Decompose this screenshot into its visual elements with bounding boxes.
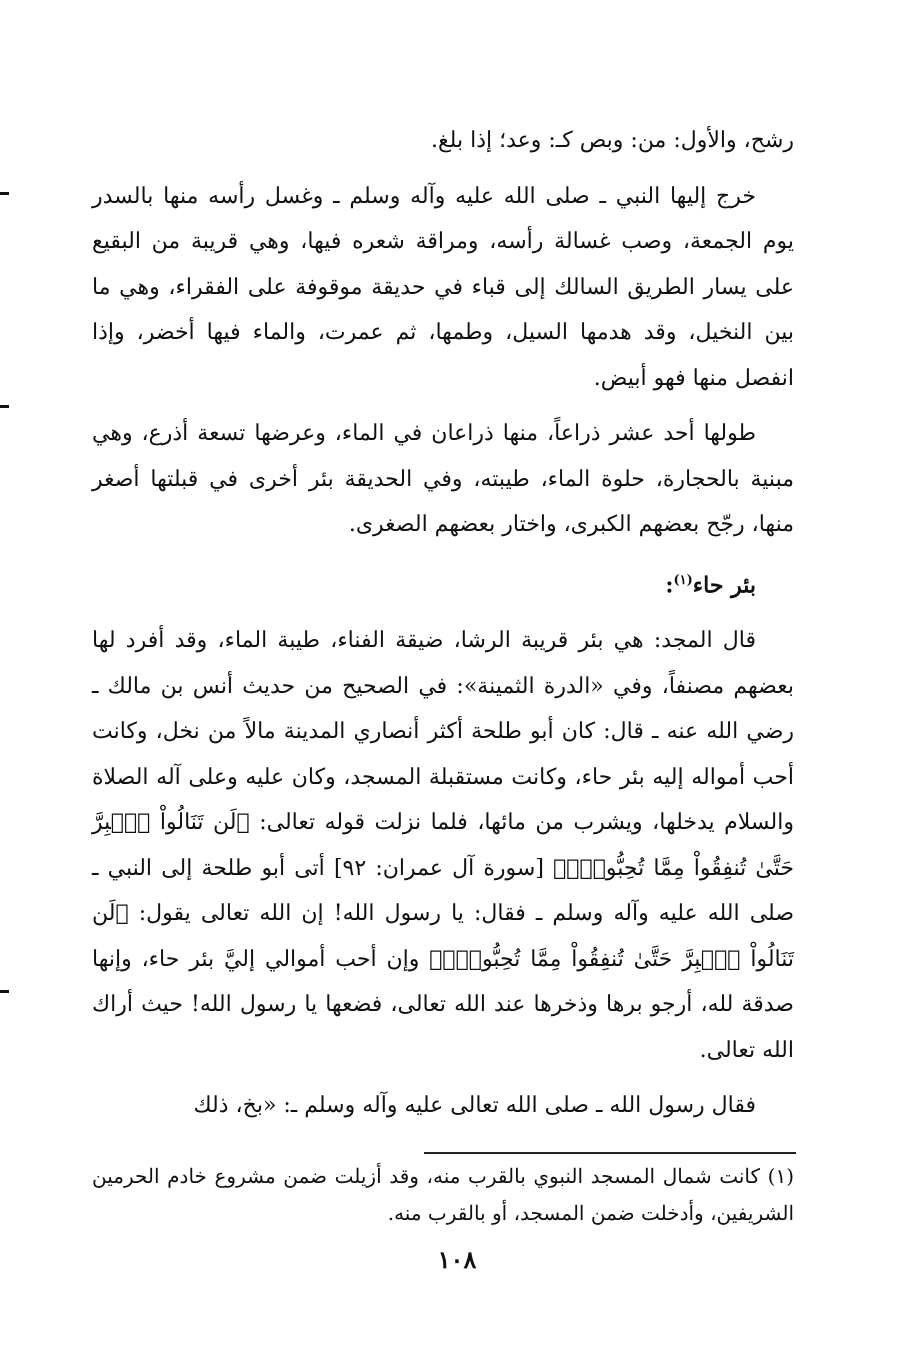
heading-colon: : <box>665 571 674 598</box>
page-number: ١٠٨ <box>437 1245 477 1274</box>
heading-text: بئر حاء <box>692 571 756 598</box>
paragraph-4: قال المجد: هي بئر قريبة الرشا، ضيقة الفناء، طيبة الماء، وقد أفرد لها بعضهم مصنفاً، وفي «الدرة الثمينة»: في الصحيح من حديث أنس بن مالك ـ رضي الله عنه ـ قال: كان أبو طلحة أكثر أنصاري المدينة مالاً من نخل، وكانت أحب أمواله إليه بئر حاء، وكانت مستقبلة المسجد، وكان عليه وعلى آله الصلاة والسلام يدخلها، ويشرب من مائها، فلما نزلت قوله تعالى: ﴿لَن تَنَالُواْ ٱلۡبِرَّ حَتَّىٰ تُنفِقُواْ مِمَّا تُحِبُّونَۚ﴾ [سورة آل عمران: ٩٢] أتى أبو طلحة إلى النبي ـ صلى الله عليه وآله وسلم ـ فقال: يا رسول الله! إن الله تعالى يقول: ﴿لَن تَنَالُواْ ٱلۡبِرَّ حَتَّىٰ تُنفِقُواْ مِمَّا تُحِبُّونَۚ﴾ وإن أحب أموالي إليَّ بئر حاء، وإنها صدقة لله، أرجو برها وذخرها عند الله تعالى، فضعها يا رسول الله! حيث أراك الله تعالى. <box>92 628 794 1063</box>
paragraph-1: رشح، والأول: من: وبص كـ: وعد؛ إذا بلغ. <box>430 128 794 153</box>
footnote-reference[interactable]: (١) <box>673 572 693 588</box>
margin-tick-mark <box>0 192 9 195</box>
footnote: (١) كانت شمال المسجد النبوي بالقرب منه، وقد أزيلت ضمن مشروع خادم الحرمين الشريفين، وأدخلت ضمن المسجد، أو بالقرب منه. <box>92 1164 794 1225</box>
section-heading <box>92 558 794 609</box>
footnote-divider <box>424 1152 796 1154</box>
paragraph-5: فقال رسول الله ـ صلى الله تعالى عليه وآله وسلم ـ: «بخ، ذلك <box>193 1093 756 1119</box>
page-body <box>92 118 794 1139</box>
margin-tick-mark <box>0 990 9 993</box>
paragraph-2: خرج إليها النبي ـ صلى الله عليه وآله وسلم ـ وغسل رأسه منها بالسدر يوم الجمعة، وصب غسالة رأسه، ومراقة شعره فيها، وهي قريبة من البقيع على يسار الطريق السالك إلى قباء في حديقة موقوفة على الفقراء، وهي ما بين النخيل، وقد هدمها السيل، وطمها، ثم عمرت، والماء فيها أخضر، وإذا انفصل منها فهو أبيض. <box>92 183 794 391</box>
margin-tick-mark <box>0 405 9 408</box>
paragraph-3: طولها أحد عشر ذراعاً، منها ذراعان في الماء، وعرضها تسعة أذرع، وهي مبنية بالحجارة، حلوة الماء، طيبته، وفي الحديقة بئر أخرى في قبلتها أصغر منها، رجّح بعضهم الكبرى، واختار بعضهم الصغرى. <box>92 421 794 537</box>
